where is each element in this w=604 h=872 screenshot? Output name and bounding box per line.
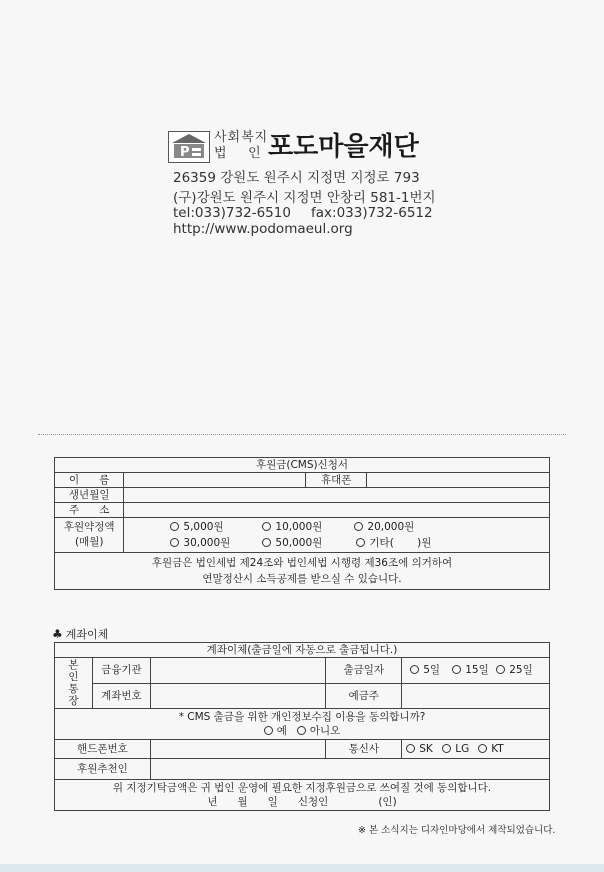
amount-option-30000[interactable]: 30,000원 [170, 535, 262, 551]
amount-label [55, 518, 124, 553]
birth-label: 생년월일 [55, 488, 124, 503]
amount-option-other[interactable]: 기타( )원 [356, 535, 431, 551]
tax-notice-line1: 후원금은 법인세법 제24조와 법인세법 시행령 제36조에 의거하여 [151, 557, 453, 569]
withdraw-date-25[interactable]: 25일 [496, 663, 533, 677]
amount-label-line1: 후원약정액 [63, 521, 115, 533]
org-name: 포도마을재단 [268, 132, 419, 162]
account-field[interactable] [150, 683, 326, 709]
carrier-sk[interactable]: SK [406, 742, 442, 756]
amount-options-row1 [170, 519, 546, 535]
section-heading [52, 626, 108, 642]
foundation-logo [168, 131, 210, 163]
name-field[interactable] [124, 473, 306, 488]
amount-options [124, 518, 550, 553]
radio-icon [297, 726, 306, 735]
agreement [55, 780, 550, 811]
account-label: 계좌번호 [92, 683, 150, 709]
radio-icon [264, 726, 273, 735]
consent-options [58, 724, 546, 738]
amount-options-row2 [170, 535, 546, 551]
phone-field[interactable] [150, 740, 326, 759]
name-label: 이 름 [55, 473, 124, 488]
holder-label: 예금주 [326, 683, 402, 709]
radio-icon [170, 538, 179, 547]
carrier-lg[interactable]: LG [442, 742, 478, 756]
svg-text:P: P [180, 145, 190, 160]
referrer-field[interactable] [150, 759, 549, 780]
carrier-options [402, 740, 550, 759]
consent-yes[interactable]: 예 [264, 724, 287, 738]
radio-icon [356, 538, 365, 547]
withdraw-date-label: 출금일자 [326, 658, 402, 684]
radio-icon [170, 522, 179, 531]
address-new: 26359 강원도 원주시 지정면 지정로 793 [173, 170, 420, 186]
contact-line [173, 205, 433, 221]
consent-question: * CMS 출금을 위한 개인정보수집 이용을 동의합니까? [178, 711, 426, 723]
agreement-line2: 년 월 일 신청인 (인) [207, 796, 397, 808]
bank-label: 금융기관 [92, 658, 150, 684]
withdraw-date-15[interactable]: 15일 [452, 663, 496, 677]
amount-option-50000[interactable]: 50,000원 [262, 535, 356, 551]
donation-form [54, 457, 550, 590]
logo-icon [168, 131, 210, 163]
amount-option-5000[interactable]: 5,000원 [170, 519, 262, 535]
birth-field[interactable] [124, 488, 550, 503]
radio-icon [406, 744, 415, 753]
donation-form-title: 후원금(CMS)신청서 [55, 458, 550, 473]
org-type-line1: 사회복지 [214, 130, 269, 145]
club-suit-icon: ♣ [52, 627, 63, 641]
bank-transfer-title: 계좌이체(출금일에 자동으로 출금됩니다.) [55, 643, 550, 658]
phone-label: 핸드폰번호 [55, 740, 151, 759]
radio-icon [452, 665, 461, 674]
website-link[interactable]: http://www.podomaeul.org [173, 221, 353, 237]
footnote: ※ 본 소식지는 디자인마당에서 제작되었습니다. [358, 825, 556, 836]
address-field[interactable] [124, 503, 550, 518]
address-label: 주 소 [55, 503, 124, 518]
withdraw-date-options [402, 658, 550, 684]
consent-row [55, 709, 550, 740]
radio-icon [354, 522, 363, 531]
tel-number: tel:033)732-6510 [173, 205, 291, 221]
mobile-field[interactable] [367, 473, 550, 488]
tax-notice-line2: 연말정산시 소득공제를 받으실 수 있습니다. [202, 573, 402, 585]
account-owner-vertical: 본 인 통 장 [68, 659, 79, 707]
tax-notice [55, 553, 550, 590]
amount-option-10000[interactable]: 10,000원 [262, 519, 354, 535]
org-type [214, 130, 268, 162]
address-old: (구)강원도 원주시 지정면 안창리 581-1번지 [173, 190, 436, 206]
org-type-line2: 법 인 [214, 146, 262, 161]
radio-icon [262, 538, 271, 547]
consent-no[interactable]: 아니오 [297, 724, 340, 738]
fax-number: fax:033)732-6512 [311, 205, 433, 221]
radio-icon [262, 522, 271, 531]
radio-icon [496, 665, 505, 674]
referrer-label: 후원추천인 [55, 759, 151, 780]
section-title: 계좌이체 [65, 628, 109, 641]
withdraw-date-5[interactable]: 5일 [410, 663, 452, 677]
mobile-label: 휴대폰 [306, 473, 367, 488]
holder-field[interactable] [402, 683, 550, 709]
radio-icon [442, 744, 451, 753]
agreement-line1: 위 지정기탁금액은 귀 법인 운영에 필요한 지정후원금으로 쓰여질 것에 동의합니다. [112, 782, 492, 794]
bank-transfer-form [54, 642, 550, 811]
carrier-label: 통신사 [326, 740, 402, 759]
amount-option-20000[interactable]: 20,000원 [354, 519, 414, 535]
bank-field[interactable] [150, 658, 326, 684]
amount-label-line2: (매월) [74, 536, 104, 548]
radio-icon [478, 744, 487, 753]
radio-icon [410, 665, 419, 674]
account-owner-label [55, 658, 93, 709]
bottom-band [0, 864, 604, 872]
carrier-kt[interactable]: KT [478, 742, 503, 756]
cut-line [38, 434, 566, 435]
